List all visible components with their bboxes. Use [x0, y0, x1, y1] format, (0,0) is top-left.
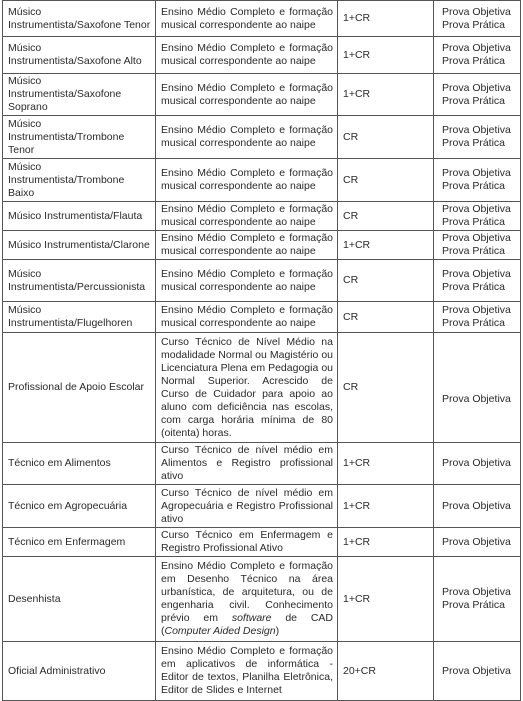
- prova-label: Prova Objetiva: [442, 457, 511, 469]
- prova-label: Prova Prática: [442, 245, 506, 257]
- table-row: [3, 557, 521, 642]
- requisito-cell: Curso Técnico de nível médio em Alimentos e Registro profissional ativo: [156, 443, 338, 485]
- table-row: [3, 528, 521, 557]
- cargo-cell: Músico Instrumentista/Percussionista: [3, 260, 156, 302]
- provas-cell: [434, 159, 521, 202]
- cargo-cell: Músico Instrumentista/Clarone: [3, 231, 156, 260]
- prova-label: Prova Objetiva: [442, 535, 511, 548]
- requisito-cell: [156, 557, 338, 642]
- requisito-cell: Ensino Médio Completo e formação musical correspondente ao naipe: [156, 116, 338, 159]
- provas-cell: [434, 231, 521, 260]
- vagas-cell: 1+CR: [338, 37, 434, 74]
- requisito-text: de CAD (: [161, 612, 333, 637]
- provas-cell: [434, 1, 521, 37]
- vagas-cell: 1+CR: [338, 74, 434, 116]
- provas-cell: [434, 202, 521, 231]
- cargo-cell: Técnico em Agropecuária: [3, 485, 156, 528]
- cargo-cell: Músico Instrumentista/Flauta: [3, 202, 156, 231]
- table-row: [3, 302, 521, 333]
- cargo-cell: Músico Instrumentista/Flugelhoren: [3, 302, 156, 333]
- prova-label: Prova Prática: [442, 55, 506, 67]
- vagas-cell: 1+CR: [338, 557, 434, 642]
- prova-label: Prova Objetiva: [442, 664, 511, 677]
- vagas-cell: CR: [338, 116, 434, 159]
- prova-label: Prova Objetiva: [442, 499, 511, 512]
- requisito-cell: Curso Técnico de Nível Médio na modalidade Normal ou Magistério ou Licenciatura Plena em Pedagogia ou Normal Superior. Acrescido de Curso de Cuidador para apoio ao aluno com deficiência nas escolas, com carga horária mínima de 80 (oitenta) horas.: [156, 333, 338, 443]
- table-row: [3, 1, 521, 37]
- cargo-cell: Músico Instrumentista/Trombone Baixo: [3, 159, 156, 202]
- prova-label: Prova Objetiva: [442, 232, 511, 244]
- table-row: [3, 333, 521, 443]
- cargos-table: [2, 0, 521, 701]
- prova-label: Prova Objetiva: [442, 81, 511, 94]
- vagas-cell: 1+CR: [338, 528, 434, 557]
- vagas-cell: 1+CR: [338, 443, 434, 485]
- provas-cell: [434, 302, 521, 333]
- table-row: [3, 159, 521, 202]
- requisito-cell: Ensino Médio Completo e formação musical correspondente ao naipe: [156, 231, 338, 260]
- prova-label: Prova Prática: [442, 216, 506, 228]
- prova-label: Prova Prática: [442, 18, 506, 31]
- table-row: [3, 443, 521, 485]
- prova-label: Prova Objetiva: [442, 392, 511, 405]
- requisito-cell: Curso Técnico de nível médio em Agropecuária e Registro Profissional ativo: [156, 485, 338, 528]
- requisito-cell: Curso Técnico em Enfermagem e Registro Profissional Ativo: [156, 528, 338, 557]
- table-row: [3, 37, 521, 74]
- requisito-text: ): [275, 625, 280, 637]
- prova-label: Prova Prática: [442, 280, 506, 293]
- table-row: [3, 231, 521, 260]
- cargo-cell: Oficial Administrativo: [3, 642, 156, 701]
- vagas-cell: 20+CR: [338, 642, 434, 701]
- vagas-cell: 1+CR: [338, 231, 434, 260]
- prova-label: Prova Objetiva: [442, 167, 511, 179]
- requisito-text-italic: Computer Aided Design: [164, 625, 276, 637]
- provas-cell: [434, 485, 521, 528]
- requisito-text-italic: software: [231, 612, 272, 624]
- table-row: [3, 485, 521, 528]
- vagas-cell: CR: [338, 159, 434, 202]
- provas-cell: [434, 557, 521, 642]
- table-row: [3, 116, 521, 159]
- prova-label: Prova Objetiva: [442, 267, 511, 280]
- cargo-cell: Músico Instrumentista/Saxofone Tenor: [3, 1, 156, 37]
- vagas-cell: CR: [338, 302, 434, 333]
- vagas-cell: 1+CR: [338, 485, 434, 528]
- provas-cell: [434, 333, 521, 443]
- prova-label: Prova Objetiva: [442, 203, 511, 215]
- cargo-cell: Desenhista: [3, 557, 156, 642]
- prova-label: Prova Objetiva: [442, 124, 511, 136]
- cargo-cell: Músico Instrumentista/Trombone Tenor: [3, 116, 156, 159]
- prova-label: Prova Objetiva: [442, 42, 511, 54]
- requisito-cell: Ensino Médio Completo e formação em aplicativos de informática - Editor de textos, Planilha Eletrônica, Editor de Slides e Internet: [156, 642, 338, 701]
- provas-cell: [434, 37, 521, 74]
- requisito-cell: Ensino Médio Completo e formação musical correspondente ao naipe: [156, 1, 338, 37]
- requisito-cell: Ensino Médio Completo e formação musical correspondente ao naipe: [156, 302, 338, 333]
- cargo-cell: Músico Instrumentista/Saxofone Alto: [3, 37, 156, 74]
- cargo-cell: Profissional de Apoio Escolar: [3, 333, 156, 443]
- provas-cell: [434, 116, 521, 159]
- requisito-cell: Ensino Médio Completo e formação musical correspondente ao naipe: [156, 37, 338, 74]
- cargo-cell: Técnico em Alimentos: [3, 443, 156, 485]
- provas-cell: [434, 260, 521, 302]
- vagas-cell: 1+CR: [338, 1, 434, 37]
- table-row: [3, 260, 521, 302]
- prova-label: Prova Objetiva: [442, 5, 511, 18]
- prova-label: Prova Prática: [442, 137, 506, 149]
- requisito-cell: Ensino Médio Completo e formação musical correspondente ao naipe: [156, 202, 338, 231]
- prova-label: Prova Objetiva: [442, 304, 511, 316]
- table-row: [3, 202, 521, 231]
- requisito-cell: Ensino Médio Completo e formação musical correspondente ao naipe: [156, 74, 338, 116]
- prova-label: Prova Prática: [442, 180, 506, 192]
- requisito-cell: Ensino Médio Completo e formação musical correspondente ao naipe: [156, 159, 338, 202]
- cargo-cell: Técnico em Enfermagem: [3, 528, 156, 557]
- prova-label: Prova Prática: [442, 317, 506, 329]
- prova-label: Prova Prática: [442, 599, 506, 611]
- provas-cell: [434, 74, 521, 116]
- vagas-cell: CR: [338, 260, 434, 302]
- table-row: [3, 642, 521, 701]
- provas-cell: [434, 528, 521, 557]
- prova-label: Prova Prática: [442, 94, 506, 107]
- requisito-cell: Ensino Médio Completo e formação musical correspondente ao naipe: [156, 260, 338, 302]
- vagas-cell: CR: [338, 333, 434, 443]
- provas-cell: [434, 443, 521, 485]
- provas-cell: [434, 642, 521, 701]
- prova-label: Prova Objetiva: [442, 586, 511, 598]
- requisito-text: Ensino Médio Completo e formação em Desenho Técnico na área urbanística, de arquitetura, ou de engenharia civil. Conhecimento prévio em: [161, 560, 333, 624]
- cargo-cell: Músico Instrumentista/Saxofone Soprano: [3, 74, 156, 116]
- table-row: [3, 74, 521, 116]
- vagas-cell: CR: [338, 202, 434, 231]
